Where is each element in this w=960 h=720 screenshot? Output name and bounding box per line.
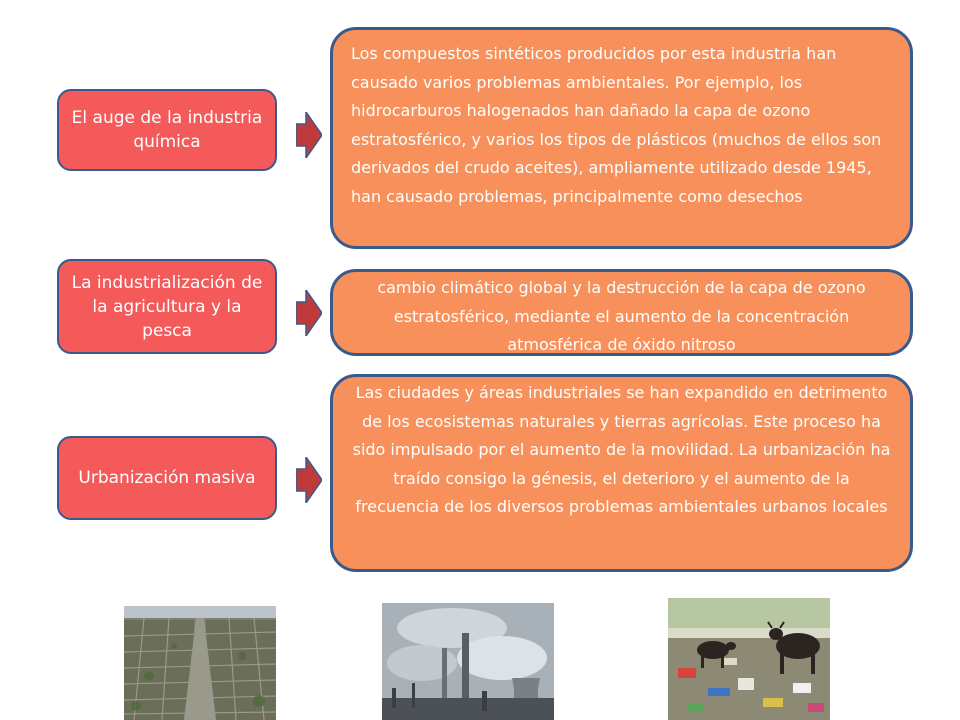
landfill-cattle-photo <box>668 598 830 720</box>
label-text: Urbanización masiva <box>78 468 256 488</box>
description-box-chemical-industry <box>330 27 913 249</box>
right-arrow-icon <box>296 112 322 158</box>
label-text: El auge de la industria química <box>71 108 263 152</box>
label-box-urbanization <box>57 436 277 520</box>
description-box-agriculture-fishing <box>330 269 913 356</box>
description-box-urbanization <box>330 374 913 572</box>
description-text: cambio climático global y la destrucción de la capa de ozono estratosférico, mediante el aumento de la concentración atmosférica de óxido nitroso <box>377 278 866 354</box>
label-box-agriculture-fishing <box>57 259 277 354</box>
description-text: Los compuestos sintéticos producidos por esta industria han causado varios problemas ambientales. Por ejemplo, los hidrocarburos halogenados han dañado la capa de ozono estratosférico, y varios los tipos de plásticos (muchos de ellos son derivados del crudo aceites), ampliamente utilizado desde 1945, han causado problemas, principalmente como desechos <box>351 44 882 206</box>
industrial-smoke-photo <box>382 603 554 720</box>
right-arrow-icon <box>296 457 322 503</box>
aerial-city-photo <box>124 606 276 720</box>
label-text: La industrialización de la agricultura y la pesca <box>71 272 263 341</box>
right-arrow-icon <box>296 290 322 336</box>
description-text: Las ciudades y áreas industriales se han expandido en detrimento de los ecosistemas naturales y tierras agrícolas. Este proceso ha sido impulsado por el aumento de la movilidad. La urbanización ha traído consigo la génesis, el deterioro y el aumento de la frecuencia de los diversos problemas ambientales urbanos locales <box>352 383 891 516</box>
label-box-chemical-industry <box>57 89 277 171</box>
